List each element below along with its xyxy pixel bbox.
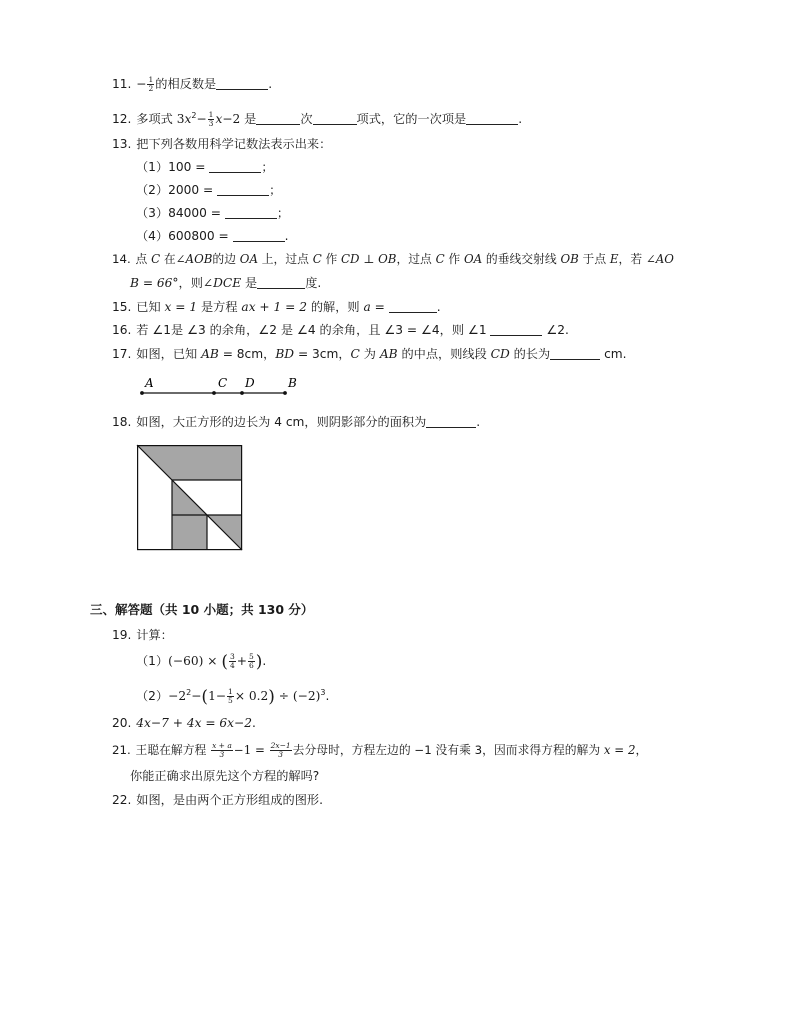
fraction: $\frac{1}{3}$ — [208, 110, 214, 128]
answer-blank — [426, 415, 476, 428]
question-12: 12. 多项式 $3x^2-$ $\frac{1}{3}$ x−2 是 次 项式，它的一次项是 . — [112, 110, 523, 128]
question-13-item: （2）2000 = ； — [136, 183, 282, 197]
question-22: 22. 如图，是由两个正方形组成的图形. — [112, 793, 323, 807]
question-13-item: （1）100 = ； — [136, 160, 274, 174]
question-21-line2: 你能正确求出原先这个方程的解吗? — [130, 769, 320, 783]
answer-blank — [256, 112, 300, 125]
label-a: A — [145, 376, 154, 390]
section-title: 三、解答题（共 10 小题；共 130 分） — [90, 602, 314, 617]
answer-blank — [233, 229, 285, 242]
answer-blank — [225, 206, 277, 219]
question-21: 21. 王聪在解方程 $\frac{x + a}{3}$ −1 = $\frac{2x-1}{3}$ 去分母时，方程左边的 −1 没有乘 3，因而求得方程的解为 x = 2， — [112, 741, 648, 759]
question-13-item: （4）600800 = . — [136, 229, 289, 243]
question-15: 15. 已知 x = 1 是方程 ax + 1 = 2 的解，则 a = . — [112, 300, 441, 314]
answer-blank — [389, 300, 437, 313]
question-13-item: （3）84000 = ； — [136, 206, 290, 220]
point-a — [140, 391, 144, 395]
answer-blank — [466, 112, 518, 125]
point-d — [240, 391, 244, 395]
point-b — [283, 391, 287, 395]
question-11: 11. − $\frac{1}{2}$ 的相反数是 . — [112, 75, 273, 93]
point-c — [212, 391, 216, 395]
question-number: 11. — [112, 77, 132, 91]
label-b: B — [288, 376, 297, 390]
label-d: D — [245, 376, 255, 390]
question-18: 18. 如图，大正方形的边长为 4 cm，则阴影部分的面积为 . — [112, 415, 481, 429]
question-19-part1: （1）(−60) × ( $\frac{3}{4}$ + $\frac{5}{6}$ ). — [136, 652, 267, 672]
question-19-part2: $(2)-2^2-(1-$ $\frac{1}{5}$ × $0.2) \div (-2)^3$. — [136, 687, 330, 707]
fraction: $\frac{1}{2}$ — [148, 75, 154, 93]
segment-figure — [136, 374, 316, 400]
answer-blank — [216, 77, 268, 90]
answer-blank — [209, 160, 261, 173]
question-14: 14. 点 C 在∠AOB的边 OA 上，过点 C 作 CD ⊥ OB，过点 C 作 OA 的垂线交射线 OB 于点 E，若 ∠AO — [112, 252, 674, 266]
squares-figure — [137, 445, 243, 551]
question-19: 19. 计算： — [112, 628, 173, 642]
label-c: C — [218, 376, 228, 390]
question-20: 20. 4x−7 + 4x = 6x−2. — [112, 716, 256, 730]
answer-blank — [257, 276, 305, 289]
answer-blank — [313, 112, 357, 125]
shaded-region — [137, 445, 242, 480]
answer-blank — [490, 323, 542, 336]
question-17: 17. 如图，已知 AB = 8cm，BD = 3cm，C 为 AB 的中点，则线段 CD 的长为 cm. — [112, 347, 627, 361]
question-13: 13. 把下列各数用科学记数法表示出来： — [112, 137, 332, 151]
answer-blank — [550, 347, 600, 360]
question-14-line2: B = 66°，则∠DCE 是 度. — [130, 276, 322, 290]
question-16: 16. 若 ∠1是 ∠3 的余角，∠2 是 ∠4 的余角，且 ∠3 = ∠4，则 ∠1 ∠2. — [112, 323, 569, 337]
answer-blank — [217, 183, 269, 196]
